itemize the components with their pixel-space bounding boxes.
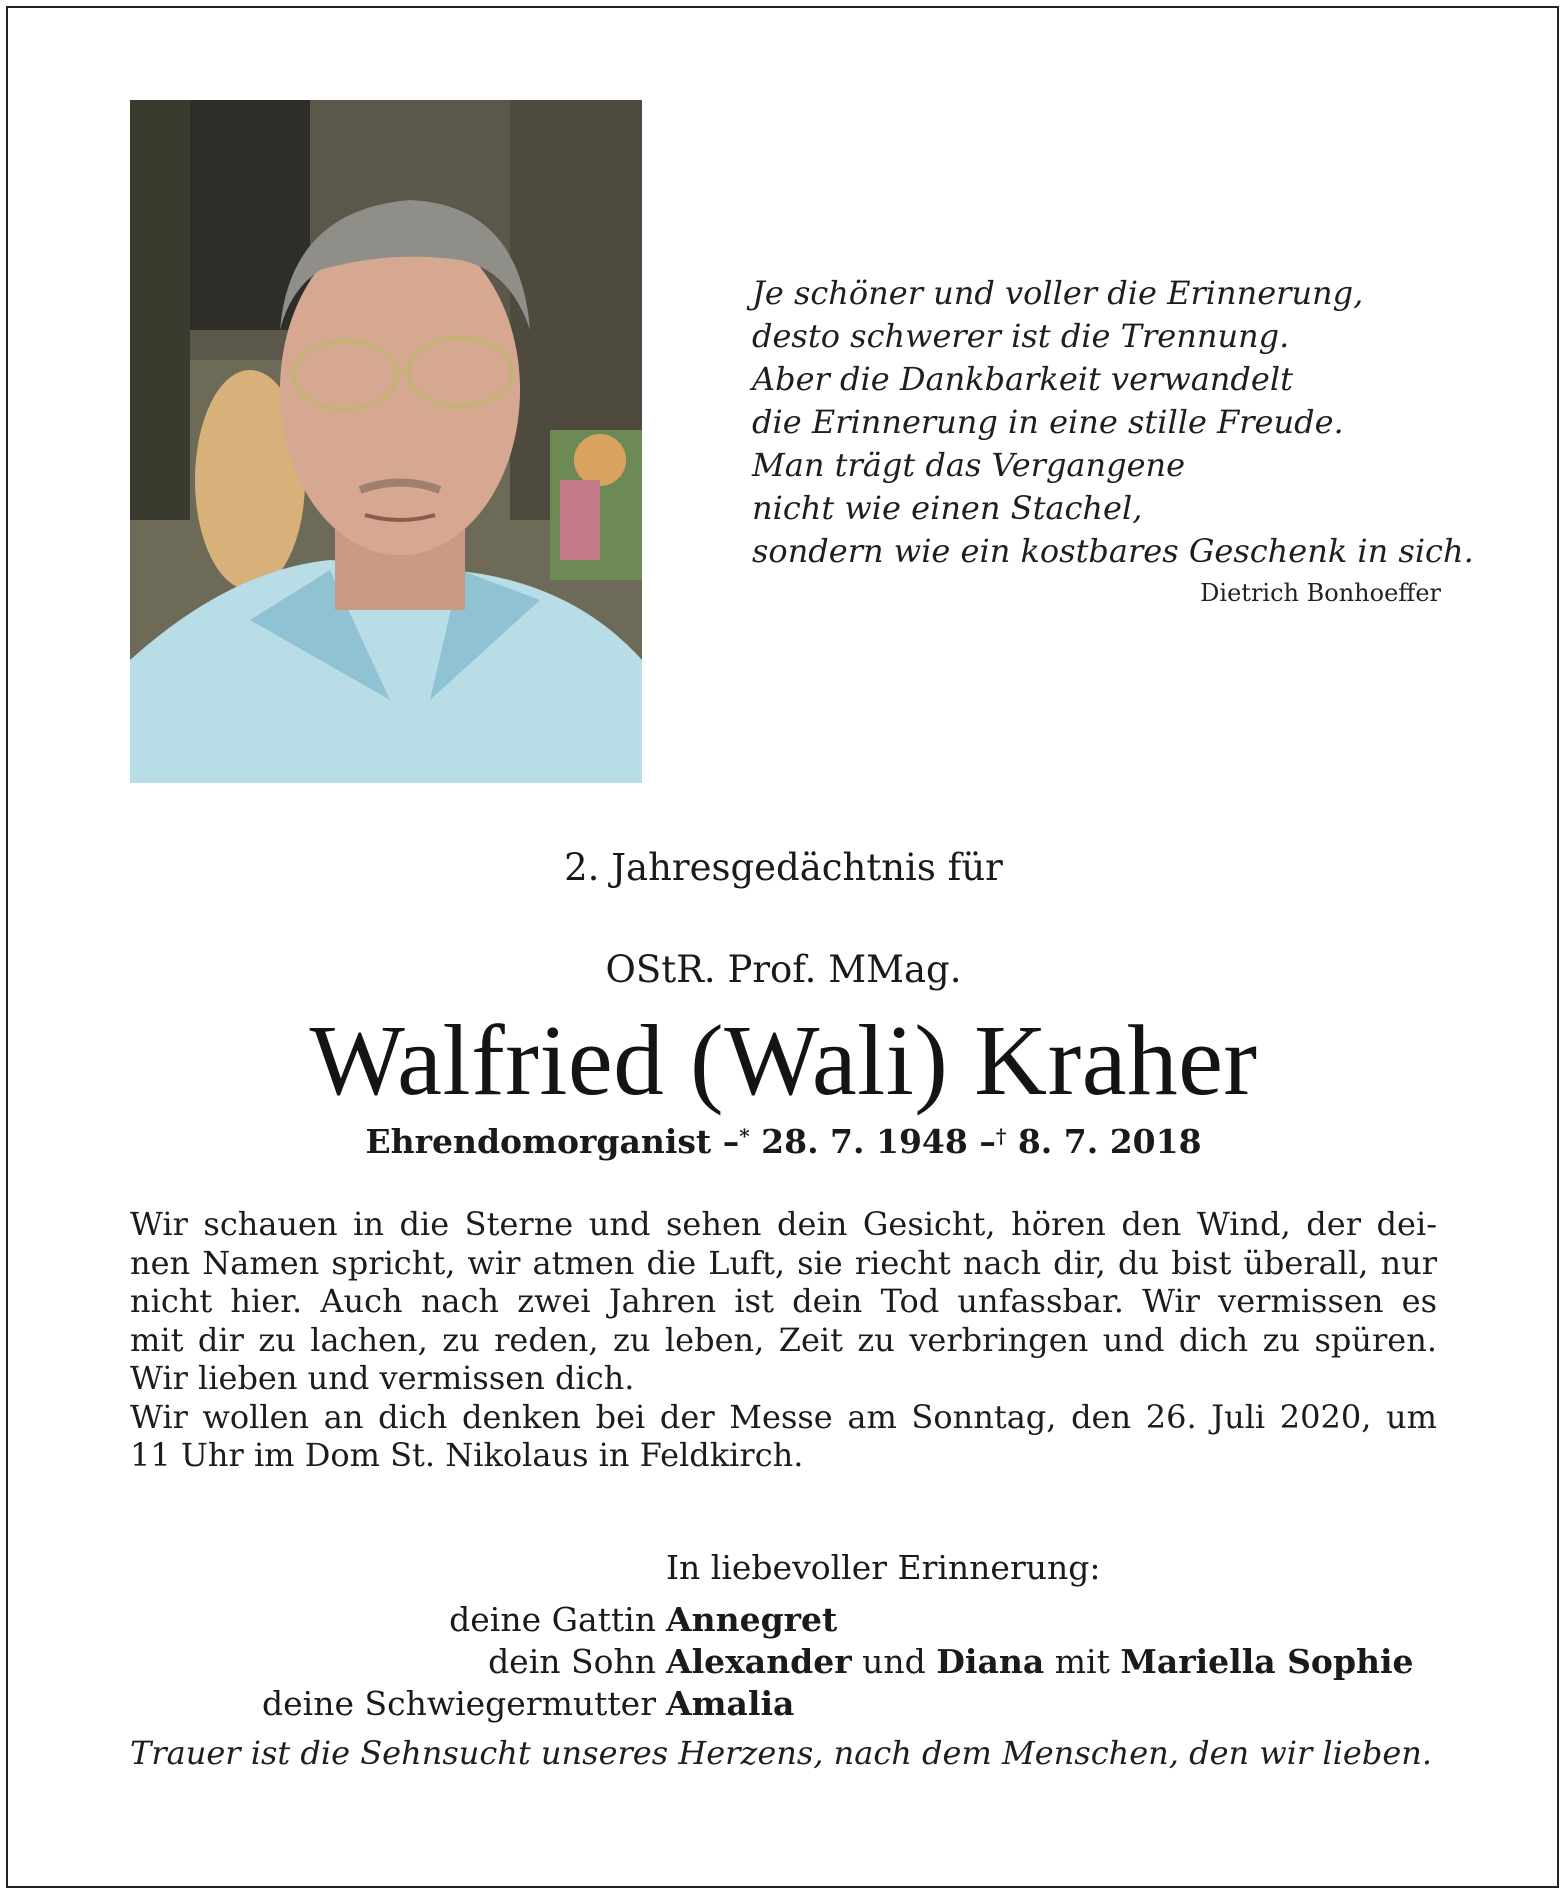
text-line: mit dir zu lachen, zu reden, zu leben, Zeit zu verbringen und dich zu spüren. [130, 1320, 1437, 1359]
portrait-photo [130, 100, 642, 783]
family-name: Annegret [666, 1600, 838, 1639]
text-line: Wir schauen in die Sterne und sehen dein Gesicht, hören den Wind, der dei- [130, 1205, 1437, 1243]
family-names [666, 1600, 837, 1639]
text-line: Wir lieben und vermissen dich. [130, 1359, 635, 1397]
quote-line: die Erinnerung in eine stille Freude. [752, 403, 1344, 441]
family-row [0, 1684, 1567, 1728]
family-name: Mariella Sophie [1120, 1642, 1414, 1681]
family-row [0, 1600, 1567, 1644]
birth-symbol: * [739, 1124, 750, 1148]
family-relation: deine Gattin [449, 1600, 656, 1639]
death-date: 8. 7. 2018 [1017, 1122, 1202, 1161]
quote-author: Dietrich Bonhoeffer [1200, 579, 1441, 607]
deceased-name: Walfried (Wali) Kraher [309, 1004, 1258, 1116]
conjunction: mit [1054, 1642, 1110, 1681]
final-line: Trauer ist die Sehnsucht unseres Herzens, nach dem Menschen, den wir lieben. [130, 1734, 1433, 1772]
family-relation: dein Sohn [488, 1642, 656, 1681]
quote-line: nicht wie einen Stachel, [752, 489, 1143, 527]
family-relation: deine Schwiegermutter [262, 1684, 656, 1723]
closing-line: In liebevoller Erinnerung: [666, 1548, 1101, 1587]
family-names [666, 1642, 1414, 1681]
text-line: Wir wollen an dich denken bei der Messe am Sonntag, den 26. Juli 2020, um [130, 1397, 1437, 1436]
separator: – [979, 1122, 996, 1161]
text-line: nen Namen spricht, wir atmen die Luft, sie riecht nach dir, du bist überall, nur [130, 1243, 1437, 1282]
birth-date: 28. 7. 1948 [761, 1122, 968, 1161]
quote-line: desto schwerer ist die Trennung. [752, 317, 1290, 355]
quote-line: Aber die Dankbarkeit verwandelt [752, 360, 1293, 398]
quote [752, 272, 1474, 573]
memorial-text [130, 1205, 1437, 1475]
quote-line: sondern wie ein kostbares Geschenk in sich. [752, 532, 1474, 570]
family-name: Alexander [666, 1642, 852, 1681]
separator: – [722, 1122, 740, 1161]
text-line: 11 Uhr im Dom St. Nikolaus in Feldkirch. [130, 1436, 804, 1474]
family-name: Diana [936, 1642, 1045, 1681]
role: Ehrendomorganist [365, 1122, 712, 1161]
life-dates [0, 1122, 1567, 1161]
family-row [0, 1642, 1567, 1686]
anniversary-heading: 2. Jahresgedächtnis für [564, 846, 1003, 889]
family-names [666, 1684, 794, 1723]
quote-line: Je schöner und voller die Erinnerung, [752, 274, 1364, 312]
family-name: Amalia [666, 1684, 795, 1723]
academic-titles: OStR. Prof. MMag. [605, 948, 962, 991]
death-symbol: † [995, 1124, 1007, 1148]
quote-line: Man trägt das Vergangene [752, 446, 1186, 484]
text-line: nicht hier. Auch nach zwei Jahren ist dein Tod unfassbar. Wir vermissen es [130, 1282, 1437, 1320]
conjunction: und [862, 1642, 926, 1681]
